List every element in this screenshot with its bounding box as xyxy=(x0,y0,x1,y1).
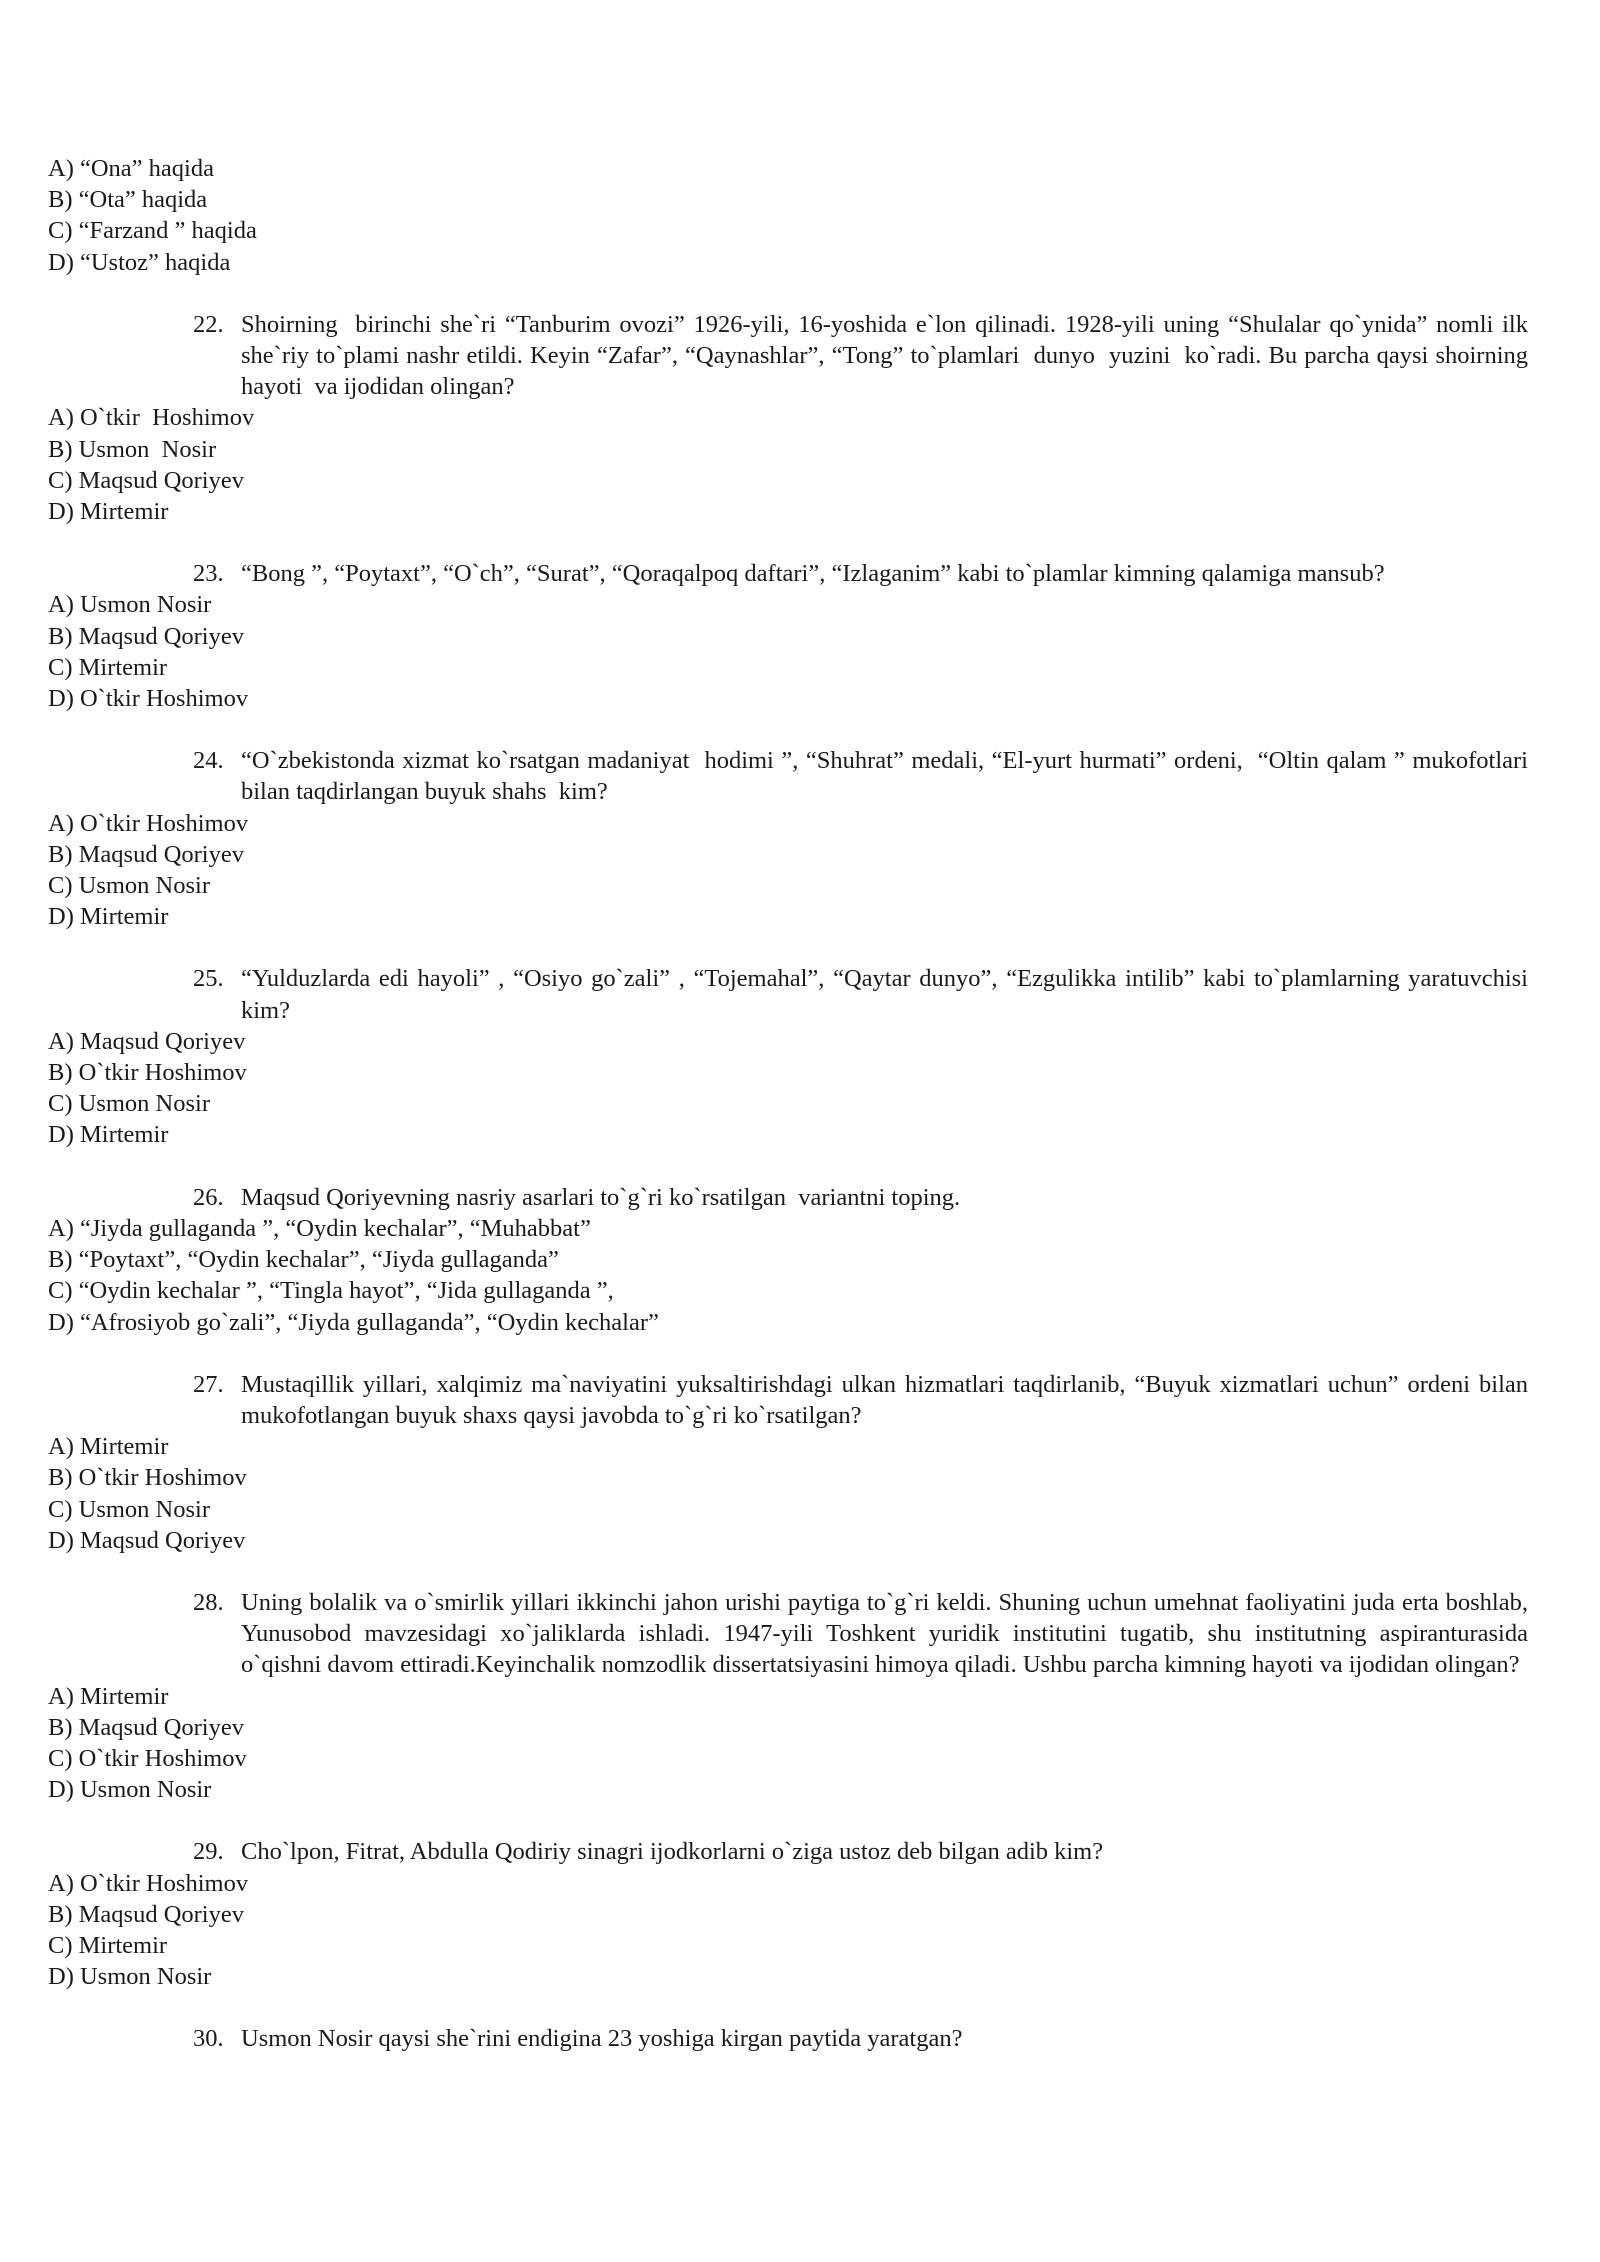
question-29 xyxy=(48,1836,1528,1867)
question-text: Uning bolalik va o`smirlik yillari ikkinchi jahon urishi paytiga to`g`ri keldi. Shuning uchun umehnat faoliyatini juda erta boshlab, Yunusobod mavzesidagi xo`jaliklarda ishladi. 1947-yili Toshkent yuridik institutini tugatib, shu institutning aspiranturasida o`qishni davom ettiradi.Keyinchalik nomzodlik dissertatsiyasini himoya qiladi. Ushbu parcha kimning hayoti va ijodidan olingan? xyxy=(241,1588,1535,1679)
question-text: Mustaqillik yillari, xalqimiz ma`naviyatini yuksaltirishdagi ulkan hizmatlari taqdirlanib, “Buyuk xizmatlari uchun” ordeni bilan mukofotlangan buyuk shaxs qaysi javobda to`g`ri ko`rsatilgan? xyxy=(241,1370,1535,1429)
question-22 xyxy=(48,309,1541,403)
answer-option: C) “Farzand ” haqida xyxy=(48,217,257,245)
question-27 xyxy=(48,1369,1535,1431)
answer-option: A) Maqsud Qoriyev xyxy=(48,1027,246,1055)
answer-option: C) O`tkir Hoshimov xyxy=(48,1744,247,1772)
answer-option: C) “Oydin kechalar ”, “Tingla hayot”, “Jida gullaganda ”, xyxy=(48,1277,614,1305)
answer-option: B) Maqsud Qoriyev xyxy=(48,1713,244,1741)
answer-option: D) “Ustoz” haqida xyxy=(48,248,231,276)
answer-option: B) O`tkir Hoshimov xyxy=(48,1059,247,1087)
question-number: 25. xyxy=(193,965,224,993)
answer-option: A) “Ona” haqida xyxy=(48,155,214,182)
question-number: 29. xyxy=(193,1838,224,1866)
question-number: 23. xyxy=(193,560,224,588)
answer-options xyxy=(48,1681,1528,1806)
question-text: Maqsud Qoriyevning nasriy asarlari to`g`ri ko`rsatilgan variantni toping. xyxy=(241,1183,961,1211)
answer-option: A) Mirtemir xyxy=(48,1682,169,1710)
question-text: “Yulduzlarda edi hayoli” , “Osiyo go`zali” , “Tojemahal”, “Qaytar dunyo”, “Ezgulikka intilib” kabi to`plamlarning yaratuvchisi kim? xyxy=(241,965,1535,1024)
answer-option: A) Mirtemir xyxy=(48,1433,169,1461)
answer-option: B) Maqsud Qoriyev xyxy=(48,1900,244,1928)
question-number: 27. xyxy=(193,1370,224,1398)
question-text: “O`zbekistonda xizmat ko`rsatgan madaniyat hodimi ”, “Shuhrat” medali, “El-yurt hurmati” ordeni, “Oltin qalam ” mukofotlari bilan taqdirlangan buyuk shahs kim? xyxy=(241,747,1535,806)
question-text: “Bong ”, “Poytaxt”, “O`ch”, “Surat”, “Qoraqalpoq daftari”, “Izlaganim” kabi to`plamlar kimning qalamiga mansub? xyxy=(241,560,1385,588)
question-text: Shoirning birinchi she`ri “Tanburim ovozi” 1926-yili, 16-yoshida e`lon qilinadi. 1928-yili uning “Shulalar qo`ynida” nomli ilk she`riy to`plami nashr etildi. Keyin “Zafar”, “Qaynashlar”, “Tong” to`plamlari dunyo yuzini ko`radi. Bu parcha qaysi shoirning hayoti va ijodidan olingan? xyxy=(241,310,1541,401)
question-number: 26. xyxy=(193,1183,224,1211)
question-30 xyxy=(48,2023,1528,2054)
answer-option: D) Usmon Nosir xyxy=(48,1776,212,1804)
question-28 xyxy=(48,1587,1535,1681)
answer-option: B) Maqsud Qoriyev xyxy=(48,840,244,868)
answer-option: C) Maqsud Qoriyev xyxy=(48,466,244,494)
answer-options xyxy=(48,153,1528,278)
question-23 xyxy=(48,558,1528,589)
answer-option: C) Usmon Nosir xyxy=(48,1090,210,1118)
question-25 xyxy=(48,963,1535,1025)
answer-option: B) “Ota” haqida xyxy=(48,186,208,214)
question-number: 30. xyxy=(193,2025,224,2053)
answer-option: B) Usmon Nosir xyxy=(48,435,217,463)
answer-option: A) O`tkir Hoshimov xyxy=(48,809,249,837)
answer-option: D) Usmon Nosir xyxy=(48,1963,212,1991)
answer-options xyxy=(48,589,1528,714)
question-number: 28. xyxy=(193,1588,224,1616)
question-number: 22. xyxy=(193,310,224,338)
answer-option: B) “Poytaxt”, “Oydin kechalar”, “Jiyda gullaganda” xyxy=(48,1246,559,1274)
answer-option: A) Usmon Nosir xyxy=(48,591,212,619)
answer-option: C) Mirtemir xyxy=(48,1931,168,1959)
answer-option: D) Mirtemir xyxy=(48,498,169,526)
answer-option: C) Usmon Nosir xyxy=(48,872,210,900)
answer-options xyxy=(48,1431,1528,1556)
question-26 xyxy=(48,1182,1528,1213)
answer-options xyxy=(48,1026,1528,1151)
answer-option: B) Maqsud Qoriyev xyxy=(48,622,244,650)
answer-option: D) Mirtemir xyxy=(48,1121,169,1149)
answer-option: B) O`tkir Hoshimov xyxy=(48,1464,247,1492)
answer-option: D) Mirtemir xyxy=(48,903,169,931)
answer-options xyxy=(48,1213,1528,1338)
answer-option: D) Maqsud Qoriyev xyxy=(48,1526,246,1554)
answer-option: D) O`tkir Hoshimov xyxy=(48,685,249,713)
answer-option: A) O`tkir Hoshimov xyxy=(48,404,255,432)
answer-option: C) Mirtemir xyxy=(48,653,168,681)
answer-options xyxy=(48,808,1528,933)
answer-option: D) “Afrosiyob go`zali”, “Jiyda gullaganda”, “Oydin kechalar” xyxy=(48,1308,659,1336)
question-24 xyxy=(48,745,1535,807)
question-text: Cho`lpon, Fitrat, Abdulla Qodiriy sinagri ijodkorlarni o`ziga ustoz deb bilgan adib kim? xyxy=(241,1838,1104,1866)
document-content xyxy=(48,153,1541,2055)
answer-options xyxy=(48,1868,1528,1993)
answer-options xyxy=(48,402,1528,527)
answer-option: C) Usmon Nosir xyxy=(48,1495,210,1523)
question-number: 24. xyxy=(193,747,224,775)
answer-option: A) O`tkir Hoshimov xyxy=(48,1869,249,1897)
answer-option: A) “Jiyda gullaganda ”, “Oydin kechalar”, “Muhabbat” xyxy=(48,1214,591,1242)
question-text: Usmon Nosir qaysi she`rini endigina 23 yoshiga kirgan paytida yaratgan? xyxy=(241,2025,963,2053)
